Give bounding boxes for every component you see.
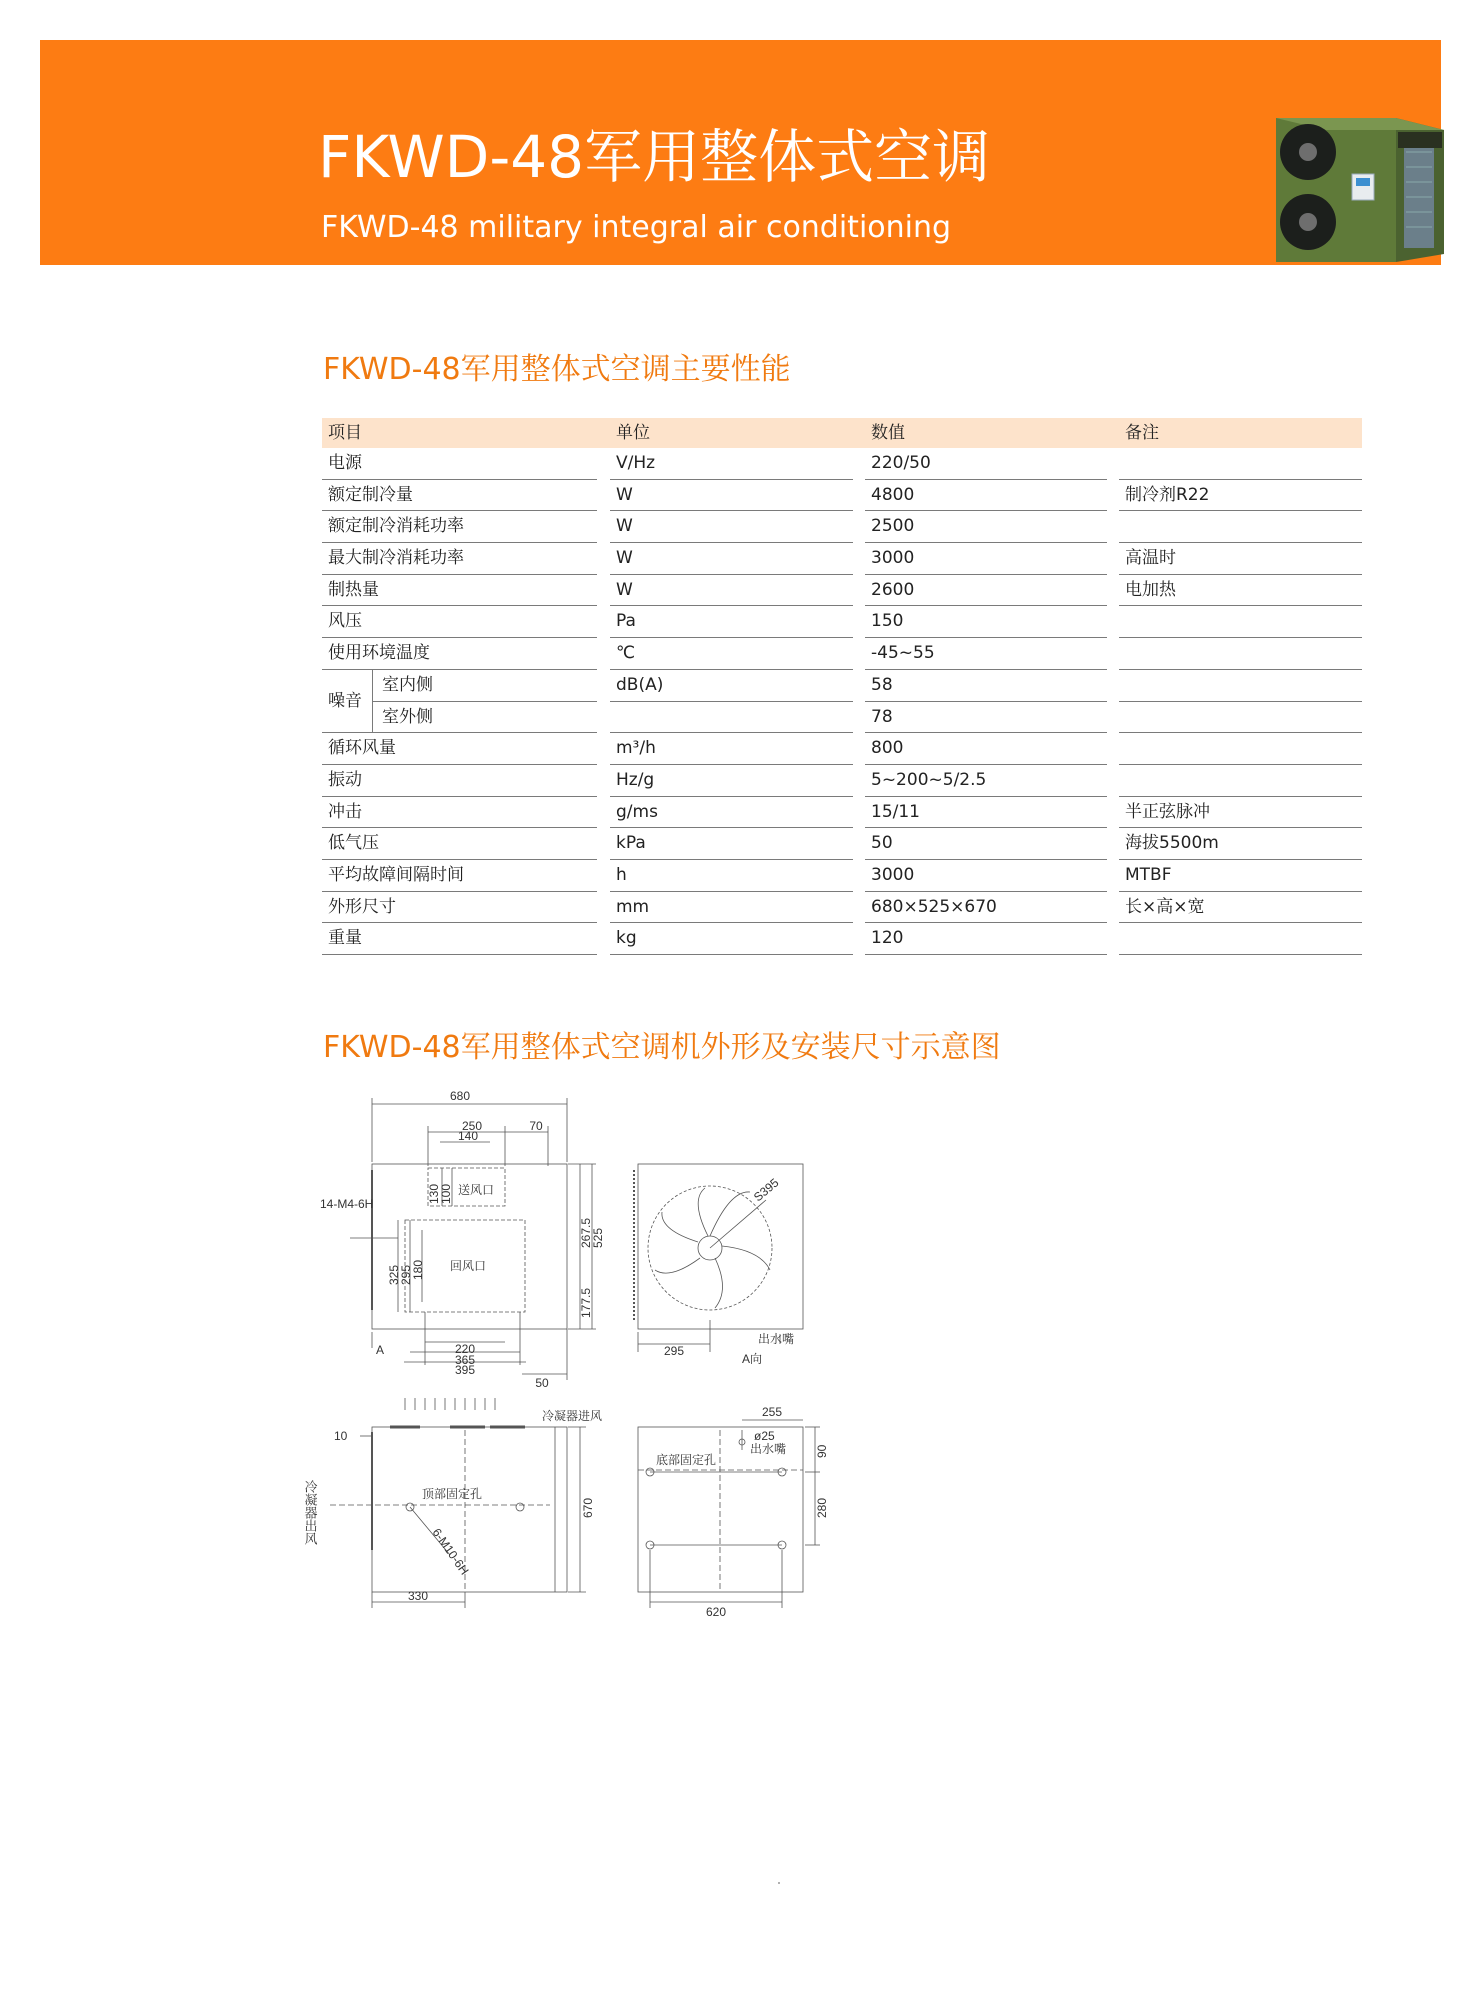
- dim-330: 330: [407, 1589, 429, 1603]
- cell-remark: [1119, 448, 1362, 480]
- mark-a: A: [376, 1343, 385, 1357]
- cell-unit: Pa: [610, 606, 853, 638]
- table-row: [322, 828, 1362, 860]
- cell-value: 50: [865, 828, 1107, 860]
- cell-remark: 长×高×宽: [1119, 892, 1362, 924]
- dim-130: 130: [427, 1183, 441, 1204]
- table-row: [322, 670, 1362, 711]
- dim-670: 670: [581, 1497, 595, 1518]
- page-dot: [778, 1882, 780, 1884]
- cell-value: 15/11: [865, 797, 1107, 829]
- dim-250: 250: [461, 1119, 483, 1133]
- table-row: [322, 702, 1362, 734]
- cell-item: 低气压: [322, 828, 597, 860]
- cell-unit: W: [610, 480, 853, 512]
- dim-295: 295: [399, 1264, 413, 1285]
- cell-item: 额定制冷量: [322, 480, 597, 512]
- cell-item: 室外侧: [322, 702, 597, 734]
- cell-remark: 半正弦脉冲: [1119, 797, 1362, 829]
- cell-value: 3000: [865, 543, 1107, 575]
- page-subtitle: FKWD-48 military integral air conditioning: [321, 210, 952, 245]
- cell-remark: [1119, 638, 1362, 670]
- cell-item: 室内侧: [322, 670, 597, 702]
- cell-value: 5~200~5/2.5: [865, 765, 1107, 797]
- drain-label-2: 出水嘴: [750, 1442, 787, 1456]
- header-remark: 备注: [1125, 423, 1159, 443]
- dim-180: 180: [411, 1259, 425, 1280]
- cell-unit: dB(A): [610, 670, 853, 702]
- bolt-spec-label: 14-M4-6H: [320, 1197, 374, 1211]
- page-title: FKWD-48军用整体式空调: [318, 123, 991, 191]
- table-row: [322, 923, 1362, 955]
- table-row: [322, 797, 1362, 829]
- cell-unit: mm: [610, 892, 853, 924]
- cell-item: 最大制冷消耗功率: [322, 543, 597, 575]
- cell-item: 制热量: [322, 575, 597, 607]
- supply-outlet-label: 送风口: [458, 1183, 495, 1197]
- dim-295b: 295: [663, 1344, 685, 1358]
- dim-50: 50: [535, 1376, 549, 1390]
- diameter-25-label: ø25: [754, 1429, 775, 1443]
- dim-680: 680: [449, 1089, 471, 1103]
- dim-325: 325: [387, 1264, 401, 1285]
- cell-unit: W: [610, 543, 853, 575]
- table-row: [322, 448, 1362, 480]
- bolt-m10-label: 6-M10-6H: [429, 1525, 472, 1578]
- top-hole-label: 顶部固定孔: [422, 1487, 483, 1501]
- cell-unit: V/Hz: [610, 448, 853, 480]
- dim-620: 620: [705, 1605, 727, 1619]
- header-banner: [40, 40, 1441, 265]
- cell-unit: m³/h: [610, 733, 853, 765]
- cell-value: 800: [865, 733, 1107, 765]
- section-drawing-title: FKWD-48军用整体式空调机外形及安装尺寸示意图: [323, 1030, 1001, 1065]
- table-row: [322, 543, 1362, 575]
- cell-item: 电源: [322, 448, 597, 480]
- cell-value: 150: [865, 606, 1107, 638]
- cell-item: 冲击: [322, 797, 597, 829]
- cell-remark: [1119, 923, 1362, 955]
- bottom-hole-label: 底部固定孔: [656, 1453, 717, 1467]
- dim-140: 140: [457, 1129, 479, 1143]
- return-inlet-label: 回风口: [450, 1259, 487, 1273]
- cell-item: 重量: [322, 923, 597, 955]
- header-item: 项目: [328, 423, 362, 443]
- cell-value: 120: [865, 923, 1107, 955]
- table-header-row: [322, 418, 1362, 448]
- section-performance-title: FKWD-48军用整体式空调主要性能: [323, 352, 791, 387]
- table-row: [322, 892, 1362, 924]
- dim-365: 365: [454, 1353, 476, 1367]
- table-row: [322, 860, 1362, 892]
- dim-395: 395: [454, 1363, 476, 1377]
- cell-remark: [1119, 765, 1362, 797]
- cell-value: 78: [865, 702, 1107, 734]
- cell-item: 外形尺寸: [322, 892, 597, 924]
- dim-177-5: 177.5: [579, 1287, 593, 1318]
- cell-item: 风压: [322, 606, 597, 638]
- table-row: [322, 480, 1362, 512]
- table-row: [322, 733, 1362, 765]
- cell-unit: Hz/g: [610, 765, 853, 797]
- cell-unit: W: [610, 511, 853, 543]
- cell-unit: h: [610, 860, 853, 892]
- table-row: [322, 575, 1362, 607]
- cell-value: 2500: [865, 511, 1107, 543]
- cell-value: 3000: [865, 860, 1107, 892]
- cell-remark: [1119, 670, 1362, 702]
- fan-radius-label: S395: [750, 1175, 782, 1205]
- dim-100: 100: [439, 1183, 453, 1204]
- cell-remark: 制冷剂R22: [1119, 480, 1362, 512]
- header-value: 数值: [871, 423, 905, 443]
- cell-item: 循环风量: [322, 733, 597, 765]
- spec-table: [322, 418, 1362, 955]
- cell-remark: MTBF: [1119, 860, 1362, 892]
- cell-remark: 海拔5500m: [1119, 828, 1362, 860]
- dim-255: 255: [761, 1405, 783, 1419]
- cell-unit: kg: [610, 923, 853, 955]
- cell-value: 58: [865, 670, 1107, 702]
- dim-220: 220: [454, 1342, 476, 1356]
- dim-10: 10: [334, 1429, 348, 1443]
- cell-unit: [610, 702, 853, 734]
- header-unit: 单位: [616, 423, 650, 443]
- condenser-outlet-label: 冷凝器出风: [302, 1480, 318, 1545]
- cell-remark: [1119, 733, 1362, 765]
- cell-remark: [1119, 702, 1362, 734]
- cell-remark: [1119, 511, 1362, 543]
- cell-item: 平均故障间隔时间: [322, 860, 597, 892]
- cell-value: 220/50: [865, 448, 1107, 480]
- cell-unit: W: [610, 575, 853, 607]
- table-row: [322, 765, 1362, 797]
- dim-280: 280: [815, 1497, 829, 1518]
- table-row: [322, 511, 1362, 543]
- cell-unit: kPa: [610, 828, 853, 860]
- cell-item: 额定制冷消耗功率: [322, 511, 597, 543]
- cell-item: 使用环境温度: [322, 638, 597, 670]
- condenser-inlet-label: 冷凝器进风: [542, 1409, 603, 1423]
- cell-item: 振动: [322, 765, 597, 797]
- cell-value: 4800: [865, 480, 1107, 512]
- dim-525: 525: [591, 1227, 605, 1248]
- cell-remark: 电加热: [1119, 575, 1362, 607]
- dim-90: 90: [815, 1444, 829, 1458]
- drain-label: 出水嘴: [758, 1332, 795, 1346]
- dim-267-5: 267.5: [579, 1217, 593, 1248]
- dimension-drawing: [302, 1080, 950, 1700]
- view-a-label: A向: [742, 1352, 763, 1366]
- cell-unit: ℃: [610, 638, 853, 670]
- table-row: [322, 638, 1362, 670]
- cell-value: 2600: [865, 575, 1107, 607]
- cell-remark: 高温时: [1119, 543, 1362, 575]
- cell-unit: g/ms: [610, 797, 853, 829]
- product-image: [1266, 112, 1446, 264]
- cell-value: -45~55: [865, 638, 1107, 670]
- cell-value: 680×525×670: [865, 892, 1107, 924]
- dim-70: 70: [529, 1119, 543, 1133]
- noise-label: 噪音: [328, 690, 362, 711]
- cell-remark: [1119, 606, 1362, 638]
- table-row: [322, 606, 1362, 638]
